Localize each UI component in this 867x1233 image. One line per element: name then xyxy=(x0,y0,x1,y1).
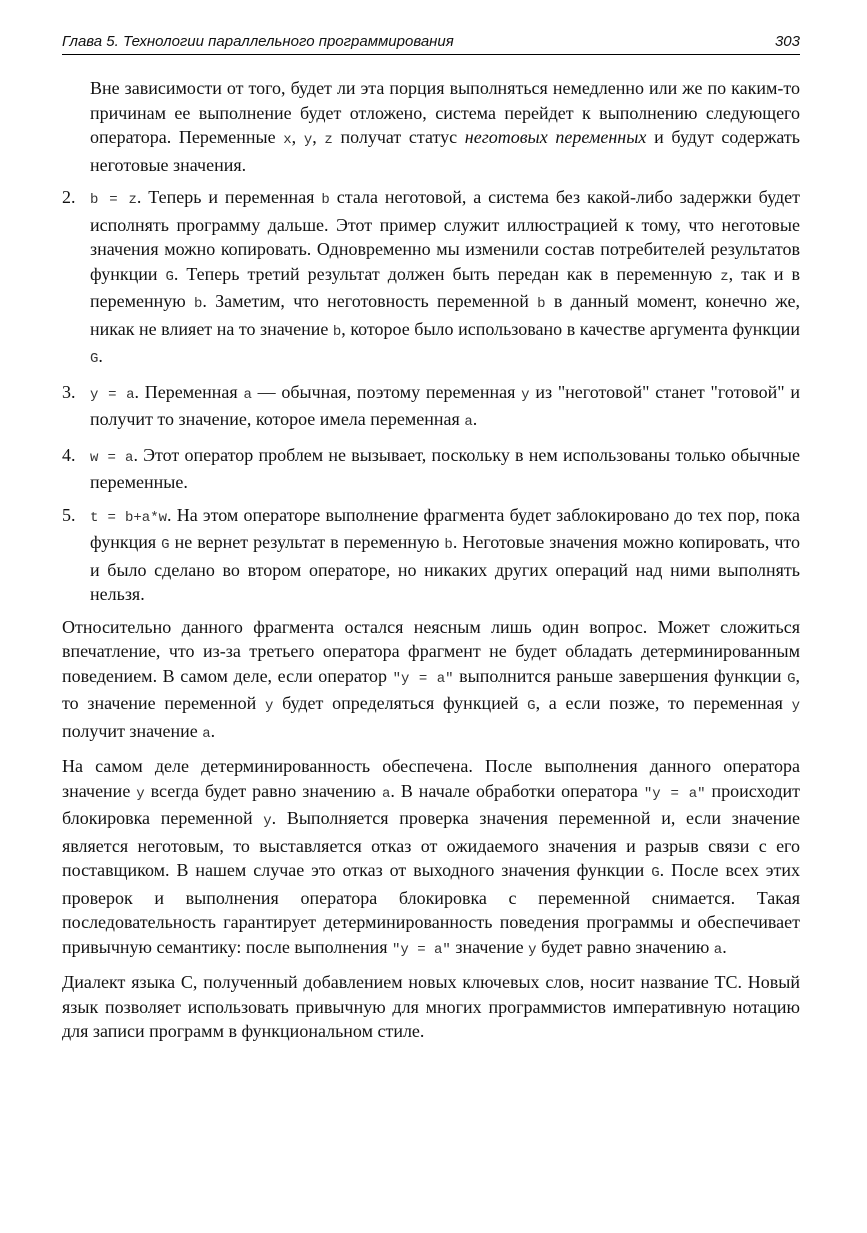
body-paragraph-2: На самом деле детерминированность обеспечена. После выполнения данного оператора значение y всегда будет равно значению a. В начале обработки оператора "y = a" происходит блокировка переменной y. Выполняется проверка значения переменной и, если значение является неготовым, то выставляется отказ от ожидаемого значения и разрыв связи с его поставщиком. В нашем случае это отказ от выходного значения функции G. После всех этих проверок и выполнения оператора блокировка с переменной снимается. Такая последовательность гарантирует детерминированность поведения программы и обеспечивает привычную семантику: после выполнения "y = a" значение y будет равно значению a. xyxy=(62,756,801,958)
list-item-3 xyxy=(62,380,800,435)
list-number: 3. xyxy=(62,381,76,402)
page-header xyxy=(62,32,800,55)
list-number: 4. xyxy=(62,444,76,465)
list-item-text: b = z. Теперь и переменная b стала неготовой, а система без какой-либо задержки будет исполнять программу дальше. Этот пример служит иллюстрацией к тому, что неготовые значения можно копировать. Одновременно мы изменили состав потребителей результатов функции G. Теперь третий результат должен быть передан как в переменную z, так и в переменную b. Заметим, что неготовность переменной b в данный момент, конечно же, никак не влияет на то значение b, которое было использовано в качестве аргумента функции G. xyxy=(90,187,800,367)
page-number: 303 xyxy=(774,33,800,50)
intro-paragraph: Вне зависимости от того, будет ли эта порция выполняться немедленно или же по каким-то причинам ее выполнение будет отложено, система перейдет к выполнению следующего оператора. Переменные x, y, z получат статус неготовых переменных и будут содержать неготовые значения. xyxy=(90,78,801,175)
body-paragraph-1: Относительно данного фрагмента остался неясным лишь один вопрос. Может сложиться впечатление, что из-за третьего оператора фрагмент не будет обладать детерминированным поведением. В самом деле, если оператор "y = a" выполнится раньше завершения функции G, то значение переменной y будет определяться функцией G, а если позже, то переменная y получит значение a. xyxy=(62,616,801,742)
list-item-text: t = b+a*w. На этом операторе выполнение фрагмента будет заблокировано до тех пор, пока функция G не вернет результат в переменную b. Неготовые значения можно копировать, что и было сделано во втором операторе, но никаких других операций над ними выполнять нельзя. xyxy=(90,504,800,604)
list-item-text: w = a. Этот оператор проблем не вызывает, поскольку в нем использованы только обычные переменные. xyxy=(90,444,801,492)
chapter-title: Глава 5. Технологии параллельного программирования xyxy=(62,33,454,50)
list-item-2 xyxy=(62,185,800,372)
emphasis-term: неготовых переменных xyxy=(464,127,647,147)
list-item-text: y = a. Переменная a — обычная, поэтому переменная y из "неготовой" станет "готовой" и получит то значение, которое имела переменная a. xyxy=(90,381,800,430)
page-body xyxy=(62,76,800,1044)
code-z: z xyxy=(324,132,333,148)
code-x: x xyxy=(283,132,292,148)
body-paragraph-3: Диалект языка С, полученный добавлением новых ключевых слов, носит название ТС. Новый язык позволяет использовать привычную для многих программистов императивную нотацию для записи программ в функциональном стиле. xyxy=(62,972,800,1041)
list-number: 2. xyxy=(62,187,76,207)
code-y: y xyxy=(303,132,313,148)
list-item-4 xyxy=(62,443,800,495)
list-item-5 xyxy=(62,503,800,607)
list-number: 5. xyxy=(62,504,76,525)
